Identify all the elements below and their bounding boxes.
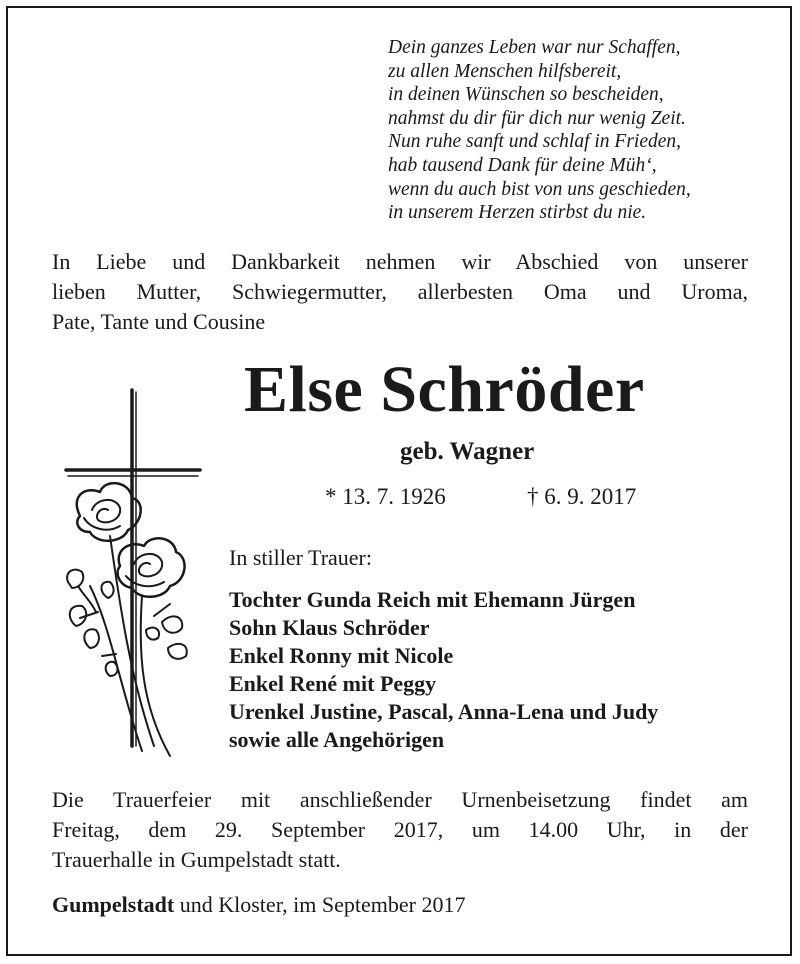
funeral-line: Die Trauerfeier mit anschließender Urnenbeisetzung findet am [52, 787, 748, 812]
mourners-list [229, 586, 658, 754]
funeral-notice [52, 785, 748, 875]
mourner-line: Tochter Gunda Reich mit Ehemann Jürgen [229, 587, 636, 612]
intro-line: In Liebe und Dankbarkeit nehmen wir Abschied von unserer [52, 249, 748, 274]
cross-with-roses-icon [50, 386, 210, 766]
poem-line: nahmst du dir für dich nur wenig Zeit. [388, 107, 686, 129]
death-date: † 6. 9. 2017 [527, 484, 637, 509]
mourner-line: Sohn Klaus Schröder [229, 615, 430, 640]
deceased-name: Else Schröder [244, 353, 645, 426]
poem-line: Dein ganzes Leben war nur Schaffen, [388, 37, 681, 58]
poem-line: in unserem Herzen stirbst du nie. [388, 202, 647, 224]
poem-line: hab tausend Dank für deine Müh‘, [388, 154, 657, 176]
place-and-date [52, 892, 465, 918]
intro-line: lieben Mutter, Schwiegermutter, allerbesten Oma und Uroma, [52, 279, 748, 304]
poem-line: in deinen Wünschen so bescheiden, [388, 84, 664, 106]
funeral-line: Trauerhalle in Gumpelstadt statt. [52, 847, 341, 872]
farewell-intro [52, 247, 748, 337]
birth-date: * 13. 7. 1926 [325, 484, 446, 509]
place-name: Gumpelstadt [52, 892, 175, 917]
maiden-name: geb. Wagner [400, 438, 535, 465]
poem-line: Nun ruhe sanft und schlaf in Frieden, [388, 131, 682, 153]
funeral-line: Freitag, dem 29. September 2017, um 14.00 Uhr, in der [52, 817, 748, 842]
poem-line: zu allen Menschen hilfsbereit, [388, 60, 622, 82]
mourner-line: sowie alle Angehörigen [229, 727, 445, 752]
intro-line: Pate, Tante und Cousine [52, 309, 266, 334]
memorial-poem [388, 36, 768, 225]
mourner-line: Enkel Ronny mit Nicole [229, 643, 454, 668]
mourning-label: In stiller Trauer: [229, 545, 372, 570]
mourner-line: Enkel René mit Peggy [229, 671, 437, 696]
place-date-rest: und Kloster, im September 2017 [174, 892, 466, 917]
poem-line: wenn du auch bist von uns geschieden, [388, 178, 691, 200]
mourner-line: Urenkel Justine, Pascal, Anna-Lena und Judy [229, 699, 659, 724]
